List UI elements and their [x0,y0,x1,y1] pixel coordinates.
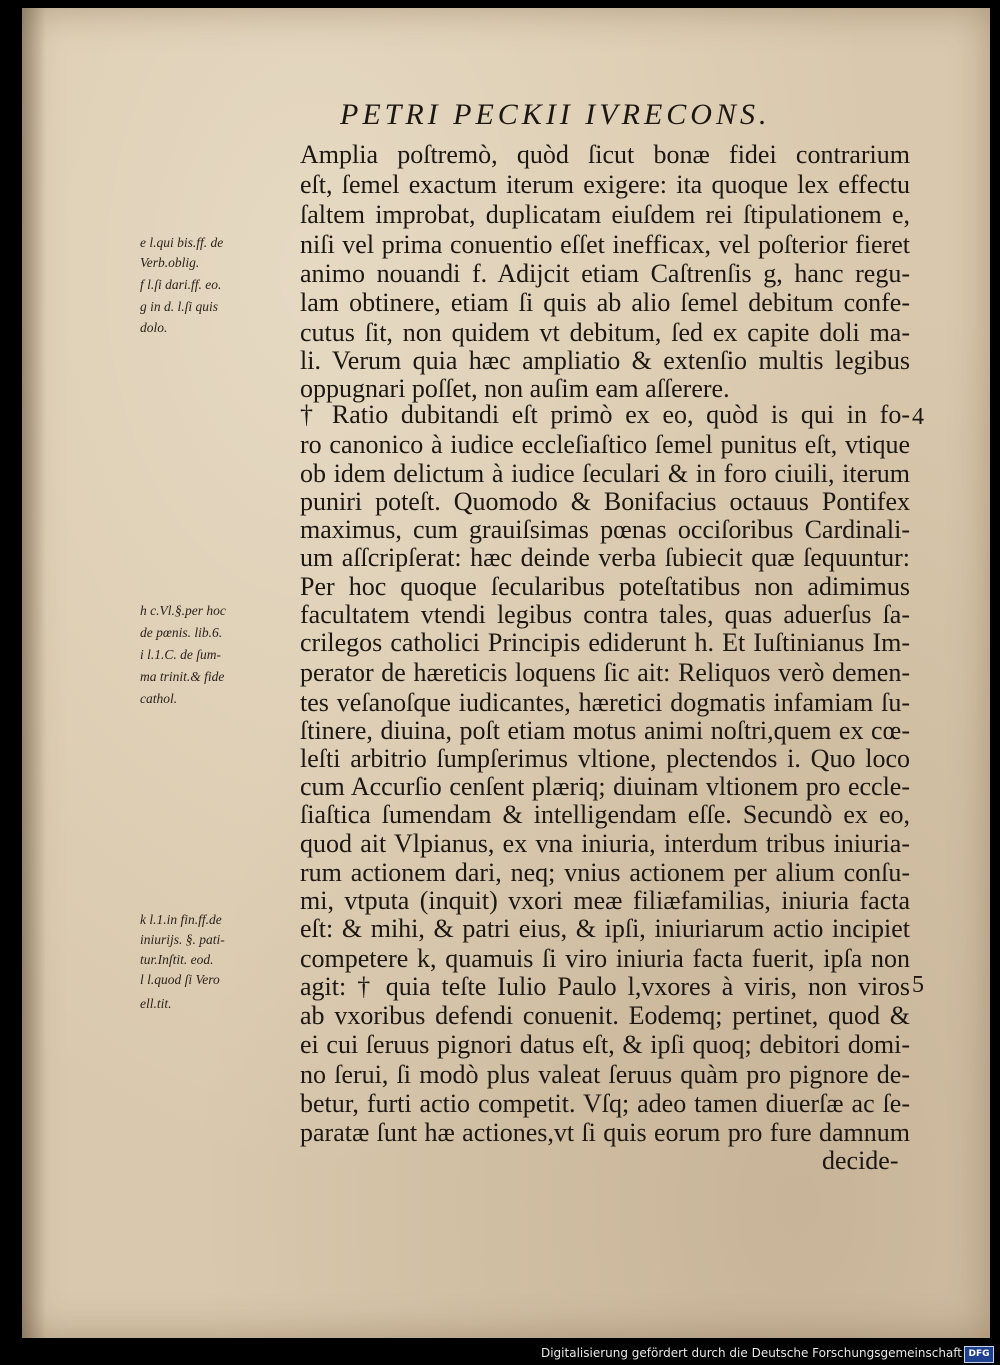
body-line: facultatem vtendi legibus contra tales, quas aduerſus ſa- [300,600,910,629]
body-line: betur, furti actio competit. Vſq; adeo tamen diuerſæ ac ſe- [300,1089,910,1118]
body-line: puniri poteſt. Quomodo & Bonifacius octauus Pontifex [300,487,910,516]
body-line: ro canonico à iudice eccleſiaſtico ſemel punitus eſt, vtique [300,430,910,459]
body-line: eſt: & mihi, & patri eius, & ipſi, iniuriarum actio incipiet [300,914,910,943]
margin-note-line: de pœnis. lib.6. [140,625,223,640]
margin-note-line: g in d. l.ſi quis [140,299,219,314]
body-line: ſaltem improbat, duplicatam eiuſdem rei ſtipulationem e, [300,200,910,229]
body-line: ſtinere, diuina, poſt etiam motus animi noſtri,quem ex cœ- [300,716,910,745]
body-line: no ſerui, ſi modò plus valeat ſeruus quàm pro pignore de- [300,1060,910,1089]
body-line: rum actionem dari, neq; vnius actionem per alium conſu- [300,858,910,887]
margin-note-line: tur.Inſtit. eod. [140,952,214,967]
running-head: PETRI PECKII IVRECONS. [340,98,771,131]
body-line: Amplia poſtremò, quòd ſicut bonæ fidei contrarium [300,140,910,169]
body-line: ei cui ſeruus pignori datus eſt, & ipſi quoq; debitori domi- [300,1030,910,1059]
body-line: ſiaſtica ſumendam & intelligendam eſſe. Secundò ex eo, [300,800,910,829]
body-line: quod ait Vlpianus, ex vna iniuria, interdum tribus iniuria- [300,829,910,858]
margin-note-line: k l.1.in fin.ff.de [140,912,222,927]
body-line: leſti arbitrio ſumpſerimus vltione, plectendos i. Quo loco [300,744,910,773]
margin-note-line: f l.ſi dari.ff. eo. [140,277,222,292]
body-line: crilegos catholici Principis ediderunt h. Et Iuſtinianus Im- [300,628,910,657]
marginal-number: 5 [912,972,924,998]
footer-credit: Digitalisierung gefördert durch die Deutsche Forschungsgemeinschaft [540,1346,962,1360]
body-line: paratæ ſunt hæ actiones,vt ſi quis eorum pro fure damnum [300,1118,910,1147]
margin-note-line: ma trinit.& fide [140,669,225,684]
margin-note-line: l l.quod ſi Vero [140,972,220,987]
body-line: Per hoc quoque ſecularibus poteſtatibus non adimimus [300,572,910,601]
body-line: cutus ſit, non quidem vt debitum, ſed ex capite doli ma- [300,318,910,347]
body-line: † Ratio dubitandi eſt primò ex eo, quòd is qui in fo- [300,400,910,429]
body-line: niſi vel prima conuentio eſſet inefficax, vel poſterior fieret [300,230,910,259]
body-line: mi, vtputa (inquit) vxori meæ filiæfamilias, iniuria facta [300,886,910,915]
body-line: agit: † quia teſte Iulio Paulo l,vxores à viris, non viros [300,972,910,1001]
dfg-logo-icon: DFG [964,1346,994,1363]
body-line: perator de hæreticis loquens ſic ait: Reliquos verò demen- [300,658,910,687]
body-line: ab vxoribus defendi conuenit. Eodemq; pertinet, quod & [300,1001,910,1030]
marginal-number: 4 [912,404,924,430]
margin-note-line: ell.tit. [140,996,172,1011]
margin-note-line: i l.1.C. de ſum- [140,647,221,662]
body-line: um aſſcripſerat: hæc deinde verba ſubiecit quæ ſequuntur: [300,543,910,572]
margin-note-line: Verb.oblig. [140,255,200,270]
body-line: oppugnari poſſet, non auſim eam aſſerere. [300,374,730,403]
margin-note-line: cathol. [140,691,178,706]
body-line: tes veſanoſque iudicantes, hæretici dogmatis infamiam ſu- [300,688,910,717]
body-line: eſt, ſemel exactum iterum exigere: ita quoque lex effectu [300,170,910,199]
body-line: decide- [822,1146,899,1175]
body-line: lam obtinere, etiam ſi quis ab alio ſemel debitum confe- [300,288,910,317]
body-line: cum Accurſio cenſent plæriq; diuinam vltionem pro eccle- [300,772,910,801]
body-line: maximus, cum grauiſsimas pœnas occiſoribus Cardinali- [300,515,910,544]
body-line: competere k, quamuis ſi viro iniuria facta fuerit, ipſa non [300,944,910,973]
page-gutter-shadow [22,8,46,1338]
body-line: li. Verum quia hæc ampliatio & extenſio multis legibus [300,346,910,375]
body-line: ob idem delictum à iudice ſeculari & in foro ciuili, iterum [300,459,910,488]
margin-note-line: e l.qui bis.ff. de [140,235,224,250]
footer-bar [0,1343,1000,1365]
margin-note-line: dolo. [140,320,168,335]
body-line: animo nouandi f. Adijcit etiam Caſtrenſis g, hanc regu- [300,259,910,288]
margin-note-line: h c.Vl.§.per hoc [140,603,226,618]
margin-note-line: iniurijs. §. pati- [140,932,225,947]
